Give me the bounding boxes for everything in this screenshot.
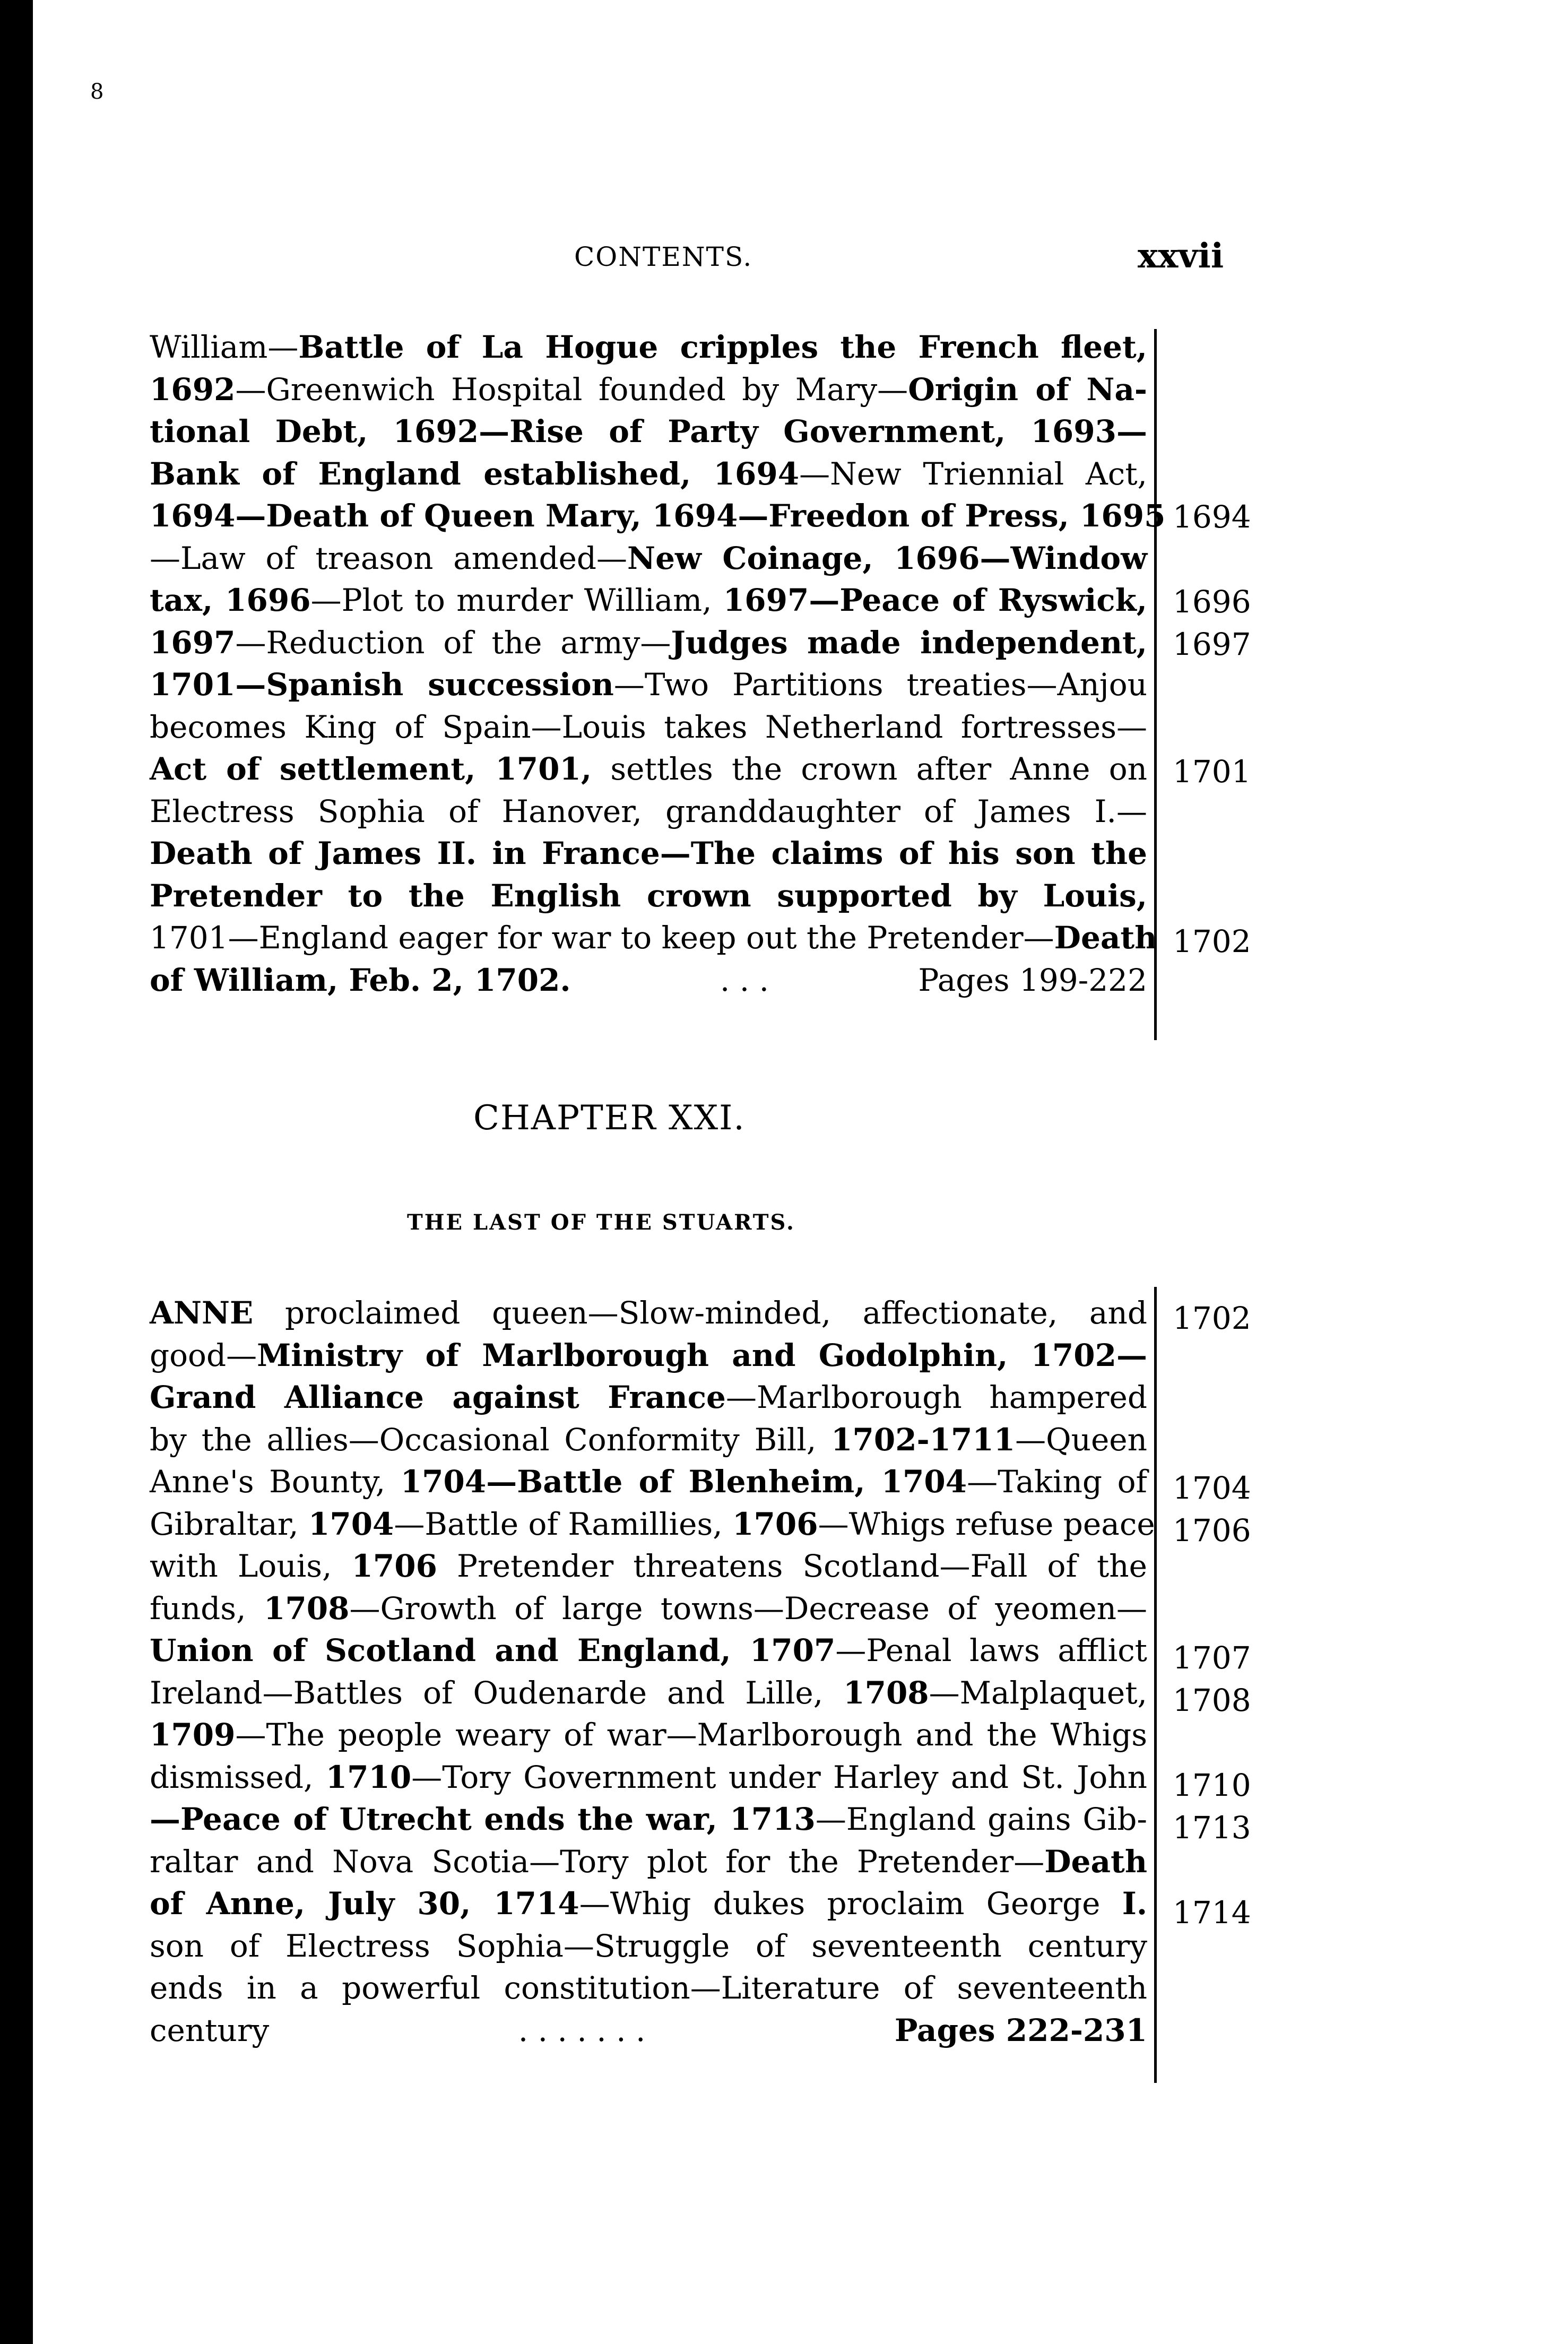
line-segment: 1701—Spanish succession	[150, 667, 614, 703]
contents-line	[150, 540, 1147, 576]
line-segment: dismissed,	[150, 1759, 326, 1795]
line-segment: Origin of Na-	[908, 371, 1147, 408]
line-segment: Pages 199-222	[918, 962, 1147, 998]
line-segment: of William, Feb. 2, 1702.	[150, 962, 571, 998]
contents-line	[150, 667, 1147, 703]
contents-line	[150, 1421, 1147, 1458]
line-segment: Death	[1054, 920, 1157, 956]
line-segment: Grand Alliance against France	[150, 1379, 726, 1415]
contents-line	[150, 582, 1147, 618]
page-mark: 8	[90, 80, 104, 104]
line-segment: 1694—Death of Queen Mary, 1694—Freedon of Press, 1695	[150, 498, 1166, 534]
contents-line	[150, 1464, 1148, 1500]
margin-rule-lower	[1154, 1287, 1157, 2083]
contents-line	[150, 962, 1147, 998]
margin-year: 1710	[1173, 1767, 1251, 1803]
line-segment: —Two Partitions treaties—Anjou	[613, 667, 1147, 703]
line-segment: —Queen	[1015, 1421, 1147, 1458]
line-segment: Pretender threatens Scotland—Fall of the	[437, 1548, 1147, 1584]
contents-line	[150, 1843, 1147, 1880]
contents-line	[150, 2012, 1147, 2048]
line-segment: ends in a powerful constitution—Literature of seventeenth	[150, 1970, 1147, 2006]
contents-line	[150, 1506, 1155, 1542]
line-segment: 1706	[351, 1548, 437, 1584]
contents-line	[150, 371, 1147, 408]
contents-line	[150, 624, 1148, 661]
line-segment: Ministry of Marlborough and Godolphin, 1702—	[257, 1337, 1147, 1373]
line-segment: ANNE	[150, 1295, 254, 1331]
line-segment: funds,	[150, 1590, 264, 1627]
line-segment: . . . . . . .	[518, 2012, 646, 2048]
line-segment: Union of Scotland and England, 1707	[150, 1632, 836, 1668]
contents-line	[150, 1759, 1147, 1795]
contents-line	[150, 708, 1147, 745]
line-segment: 1708	[843, 1674, 929, 1711]
line-segment: —Whigs refuse peace	[818, 1506, 1155, 1542]
line-segment: —Penal laws afflict	[835, 1632, 1147, 1668]
line-segment: —England gains Gib-	[815, 1801, 1147, 1837]
line-segment: —Reduction of the army—	[235, 624, 671, 661]
line-segment: —Tory Government under Harley and St. John	[411, 1759, 1147, 1795]
contents-line	[150, 920, 1157, 956]
line-segment: 1709	[150, 1717, 236, 1753]
line-segment: —Plot to murder William,	[310, 582, 723, 618]
line-segment: with Louis,	[150, 1548, 352, 1584]
margin-year: 1713	[1173, 1810, 1251, 1846]
margin-year: 1694	[1173, 499, 1251, 535]
contents-line	[150, 329, 1147, 365]
line-segment: Death of James II. in France—The claims of his son the	[150, 835, 1147, 871]
line-segment: raltar and Nova Scotia—Tory plot for the Pretender—	[150, 1843, 1045, 1880]
contents-line	[150, 877, 1147, 914]
contents-line	[150, 1970, 1147, 2006]
margin-year: 1696	[1173, 584, 1251, 620]
line-segment: 1704—Battle of Blenheim, 1704	[400, 1464, 967, 1500]
line-segment: —Law of treason amended—	[150, 540, 628, 576]
contents-line	[150, 1379, 1147, 1415]
line-segment: Act of settlement, 1701,	[150, 751, 592, 787]
contents-line	[150, 413, 1147, 449]
chapter-heading: CHAPTER XXI.	[473, 1099, 746, 1138]
line-segment: Bank of England established, 1694	[150, 455, 800, 492]
contents-line	[150, 1590, 1148, 1627]
line-segment: 1702-1711	[831, 1421, 1016, 1458]
line-segment: Anne's Bounty,	[150, 1464, 401, 1500]
line-segment: —New Triennial Act,	[799, 455, 1147, 492]
line-segment: —Malplaquet,	[929, 1674, 1147, 1711]
line-segment: 1710	[325, 1759, 412, 1795]
contents-line	[150, 1548, 1147, 1584]
contents-line	[150, 455, 1147, 492]
line-segment: . . .	[720, 962, 769, 998]
margin-year: 1714	[1173, 1895, 1251, 1931]
line-segment: —Peace of Utrecht ends the war, 1713	[150, 1801, 816, 1837]
line-segment: —Battle of Ramillies,	[394, 1506, 733, 1542]
line-segment: by the allies—Occasional Conformity Bill,	[150, 1421, 831, 1458]
line-segment: —The people weary of war—Marlborough and the Whigs	[235, 1717, 1147, 1753]
contents-line	[150, 1927, 1147, 1964]
line-segment: —Taking of	[967, 1464, 1148, 1500]
margin-year: 1702	[1173, 923, 1251, 959]
line-segment: 1692	[150, 371, 236, 408]
line-segment: settles the crown after Anne on	[592, 751, 1148, 787]
line-segment: Pages 222-231	[894, 2012, 1147, 2048]
line-segment: —England eager for war to keep out the Pretender—	[228, 920, 1054, 956]
contents-line	[150, 1295, 1147, 1331]
line-segment: 1704	[308, 1506, 394, 1542]
line-segment: New Coinage, 1696—Window	[627, 540, 1147, 576]
line-segment: Battle of La Hogue cripples the French fleet,	[298, 329, 1147, 365]
line-segment: William—	[150, 329, 299, 365]
contents-line	[150, 793, 1147, 829]
line-segment: I.	[1122, 1885, 1148, 1922]
line-segment: tional Debt, 1692—Rise of Party Government, 1693—	[150, 413, 1147, 449]
contents-line	[150, 1801, 1147, 1837]
margin-year: 1707	[1173, 1640, 1251, 1676]
line-segment: of Anne, July 30, 1714	[150, 1885, 579, 1922]
line-segment: Gibraltar,	[150, 1506, 308, 1542]
line-segment: 1697	[150, 624, 236, 661]
contents-line	[150, 1337, 1147, 1373]
margin-year: 1697	[1173, 626, 1251, 662]
line-segment: son of Electress Sophia—Struggle of seventeenth century	[150, 1927, 1147, 1964]
line-segment: good—	[150, 1337, 257, 1373]
line-segment: —Growth of large towns—Decrease of yeomen—	[349, 1590, 1148, 1627]
margin-year: 1702	[1173, 1300, 1251, 1336]
line-segment: 1708	[264, 1590, 350, 1627]
line-segment: 1701	[150, 920, 228, 956]
line-segment: Pretender to the English crown supported by Louis,	[150, 877, 1147, 914]
margin-year: 1701	[1173, 754, 1251, 790]
line-segment: Ireland—Battles of Oudenarde and Lille,	[150, 1674, 844, 1711]
contents-line	[150, 1885, 1148, 1922]
line-segment: tax, 1696	[150, 582, 311, 618]
line-segment: proclaimed queen—Slow-minded, affectionate, and	[253, 1295, 1147, 1331]
contents-line	[150, 498, 1166, 534]
margin-year: 1708	[1173, 1682, 1251, 1718]
line-segment: Judges made independent,	[671, 624, 1148, 661]
book-page	[33, 0, 1568, 2344]
running-head: CONTENTS.	[574, 241, 753, 272]
line-segment: Death	[1044, 1843, 1147, 1880]
line-segment: 1697—Peace of Ryswick,	[723, 582, 1147, 618]
line-segment: —Greenwich Hospital founded by Mary—	[235, 371, 908, 408]
line-segment: becomes King of Spain—Louis takes Netherland fortresses—	[150, 708, 1147, 745]
line-segment: —Marlborough hampered	[725, 1379, 1147, 1415]
line-segment: —Whig dukes proclaim George	[579, 1885, 1122, 1922]
contents-line	[150, 1674, 1147, 1711]
margin-year: 1706	[1173, 1512, 1251, 1549]
page-number: xxvii	[1138, 236, 1224, 276]
line-segment: 1706	[732, 1506, 818, 1542]
line-segment: Electress Sophia of Hanover, granddaughter of James I.—	[150, 793, 1147, 829]
contents-line	[150, 751, 1148, 787]
chapter-subtitle: THE LAST OF THE STUARTS.	[407, 1210, 795, 1235]
contents-line	[150, 1632, 1147, 1668]
contents-line	[150, 835, 1147, 871]
margin-year: 1704	[1173, 1470, 1251, 1506]
contents-line	[150, 1717, 1147, 1753]
line-segment: century	[150, 2012, 270, 2048]
